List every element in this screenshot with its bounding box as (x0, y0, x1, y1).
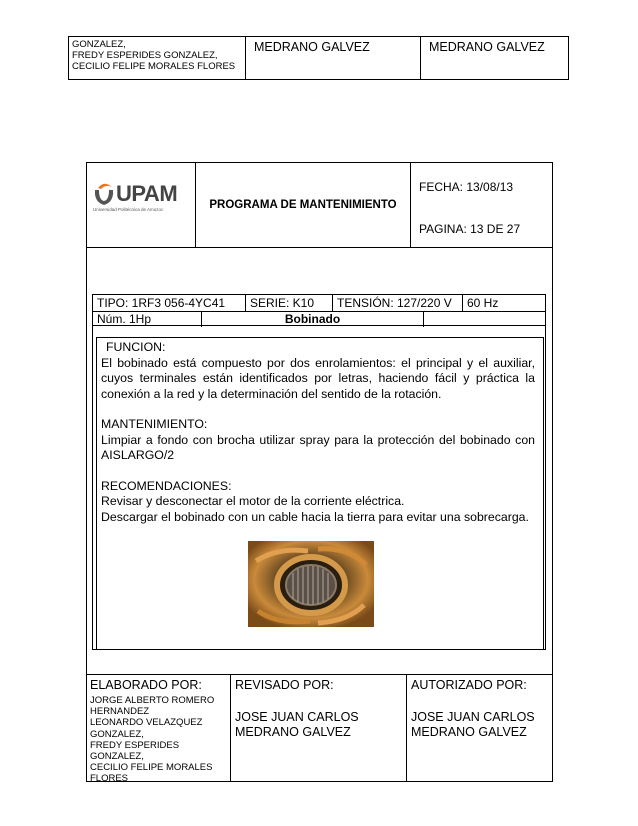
program-title: PROGRAMA DE MANTENIMIENTO (196, 162, 411, 247)
recomendacion-1: Revisar y desconectar el motor de la corriente eléctrica. (101, 494, 405, 508)
spec-row-1 (93, 295, 545, 312)
elaborado-name: GONZALEZ, (90, 751, 144, 763)
tipo-cell: TIPO: 1RF3 056-4YC41 (93, 295, 246, 311)
frequency-cell: 60 Hz (467, 296, 499, 310)
top-authors-cell (69, 37, 246, 79)
recomendaciones-title: RECOMENDACIONES: (101, 478, 232, 493)
autorizado-cell (407, 675, 553, 782)
elaborado-name: FREDY ESPERIDES (90, 739, 180, 751)
autorizado-name: JOSE JUAN CARLOS (411, 710, 535, 724)
revisado-name: MEDRANO GALVEZ (235, 725, 351, 739)
elaborado-name: CECILIO FELIPE MORALES (90, 762, 213, 774)
mantenimiento-text: Limpiar a fondo con brocha utilizar spray para la protección del bobinado con AISLARGO/2 (101, 432, 535, 462)
revisado-label: REVISADO POR: (235, 678, 334, 692)
num-cell: Núm. 1Hp (93, 311, 202, 327)
elaborado-name: GONZALEZ, (90, 728, 144, 740)
autorizado-label: AUTORIZADO POR: (411, 678, 527, 692)
funcion-text: El bobinado está compuesto por dos enrolamientos: el principal y el auxiliar, cuyos terminales están identificados por letras, haciendo fácil y práctica la conexión a la red y la determinación del sentido de la rotación. (101, 355, 535, 401)
spec-table (92, 294, 546, 326)
tension-cell: TENSIÓN: 127/220 V (333, 295, 463, 311)
serie-cell: SERIE: K10 (246, 295, 333, 311)
revisado-cell (231, 675, 407, 782)
autorizado-name: MEDRANO GALVEZ (411, 725, 527, 739)
top-author-line: CECILIO FELIPE MORALES FLORES (72, 61, 236, 72)
header-meta (411, 162, 553, 247)
top-author-line: GONZALEZ, (72, 39, 126, 50)
elaborado-name: FLORES (90, 773, 129, 785)
funcion-title: FUNCION: (106, 340, 166, 354)
recomendacion-2: Descargar el bobinado con un cable hacia la tierra para evitar una sobrecarga. (101, 509, 529, 524)
top-approver-cell: MEDRANO GALVEZ (429, 40, 545, 54)
spec-empty-cell (424, 311, 545, 327)
elaborado-name: JORGE ALBERTO ROMERO (90, 695, 215, 706)
component-cell: Bobinado (202, 311, 424, 327)
page-label: PAGINA: 13 DE 27 (419, 222, 521, 236)
document-header (86, 162, 553, 248)
logo-text: UPAM (116, 181, 178, 206)
elaborado-name: HERNANDEZ (90, 706, 150, 718)
spec-row-2 (93, 311, 545, 327)
elaborado-cell (86, 675, 231, 785)
elaborado-name: LEONARDO VELAZQUEZ (90, 717, 203, 729)
logo-subtext: Universidad Politécnica de Amozoc (93, 207, 164, 212)
date-label: FECHA: 13/08/13 (419, 180, 514, 194)
top-header-table (68, 36, 569, 80)
upam-logo (92, 178, 190, 218)
logo-cell (86, 162, 196, 247)
elaborado-label: ELABORADO POR: (90, 678, 202, 692)
top-reviewer-cell: MEDRANO GALVEZ (246, 37, 421, 79)
top-author-line: FREDY ESPERIDES GONZALEZ, (72, 50, 218, 61)
content-text (101, 340, 535, 525)
mantenimiento-title: MANTENIMIENTO: (101, 417, 208, 431)
signature-footer (86, 674, 553, 785)
winding-photo (248, 541, 374, 627)
revisado-name: JOSE JUAN CARLOS (235, 710, 359, 724)
